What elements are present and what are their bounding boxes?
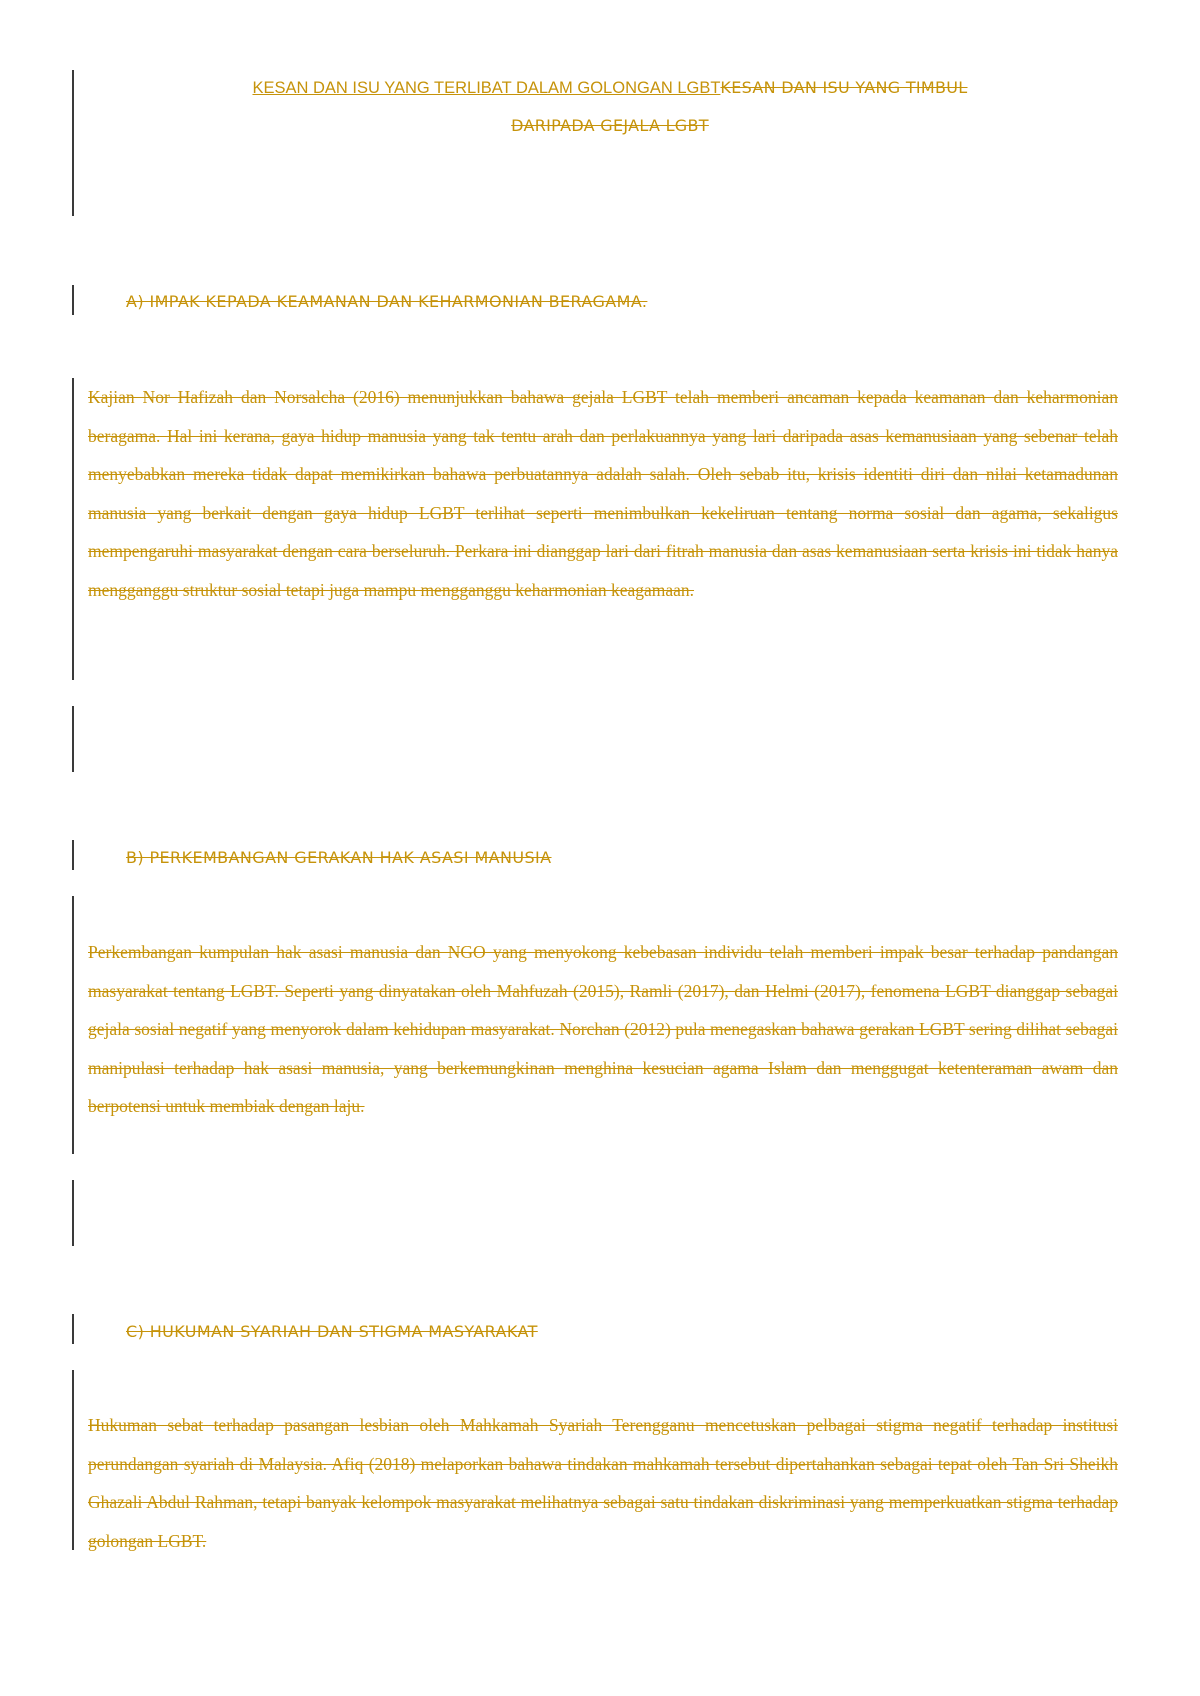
change-bar (72, 706, 74, 772)
document-title (110, 76, 1110, 100)
change-bar (72, 70, 74, 216)
section-heading: C) HUKUMAN SYARIAH DAN STIGMA MASYARAKAT (126, 1322, 538, 1341)
section-body: Kajian Nor Hafizah dan Norsalcha (2016) menunjukkan bahawa gejala LGBT telah memberi ancaman kepada keamanan dan keharmonian beragama. Hal ini kerana, gaya hidup manusia yang tak tentu arah dan perlakuannya yang lari daripada asas kemanusiaan yang sebenar telah menyebabkan mereka tidak dapat memikirkan bahawa perbuatannya adalah salah. Oleh sebab itu, krisis identiti diri dan nilai ketamadunan manusia yang berkait dengan gaya hidup LGBT terlihat seperti menimbulkan kekeliruan tentang norma sosial dan agama, sekaligus mempengaruhi masyarakat dengan cara berseluruh. Perkara ini dianggap lari dari fitrah manusia dan asas kemanusiaan serta krisis ini tidak hanya mengganggu struktur sosial tetapi juga mampu mengganggu keharmonian keagamaan. (88, 387, 1118, 600)
title-deleted-text-line-2: DARIPADA GEJALA LGBT (511, 116, 709, 135)
change-bar (72, 1370, 74, 1550)
section-body: Perkembangan kumpulan hak asasi manusia dan NGO yang menyokong kebebasan individu telah memberi impak besar terhadap pandangan masyarakat tentang LGBT. Seperti yang dinyatakan oleh Mahfuzah (2015), Ramli (2017), dan Helmi (2017), fenomena LGBT dianggap sebagai gejala sosial negatif yang menyorok dalam kehidupan masyarakat. Norchan (2012) pula menegaskan bahawa gerakan LGBT sering dilihat sebagai manipulasi terhadap hak asasi manusia, yang berkemungkinan menghina kesucian agama Islam dan menggugat ketenteraman awam dan berpotensi untuk membiak dengan laju. (88, 942, 1118, 1117)
change-bar (72, 840, 74, 870)
title-inserted-text: KESAN DAN ISU YANG TERLIBAT DALAM GOLONGAN LGBT (252, 79, 721, 97)
section-heading: B) PERKEMBANGAN GERAKAN HAK ASASI MANUSIA (126, 848, 552, 867)
change-bar (72, 1314, 74, 1344)
document-title-line-2 (110, 114, 1110, 138)
change-bar (72, 285, 74, 315)
change-bar (72, 378, 74, 680)
title-deleted-text: KESAN DAN ISU YANG TIMBUL (720, 78, 968, 97)
section-body: Hukuman sebat terhadap pasangan lesbian oleh Mahkamah Syariah Terengganu mencetuskan pelbagai stigma negatif terhadap institusi perundangan syariah di Malaysia. Afiq (2018) melaporkan bahawa tindakan mahkamah tersebut dipertahankan sebagai tepat oleh Tan Sri Sheikh Ghazali Abdul Rahman, tetapi banyak kelompok masyarakat melihatnya sebagai satu tindakan diskriminasi yang memperkuatkan stigma terhadap golongan LGBT. (88, 1415, 1118, 1551)
change-bar (72, 1180, 74, 1246)
section-heading: A) IMPAK KEPADA KEAMANAN DAN KEHARMONIAN BERAGAMA. (126, 292, 648, 311)
change-bar (72, 896, 74, 1154)
